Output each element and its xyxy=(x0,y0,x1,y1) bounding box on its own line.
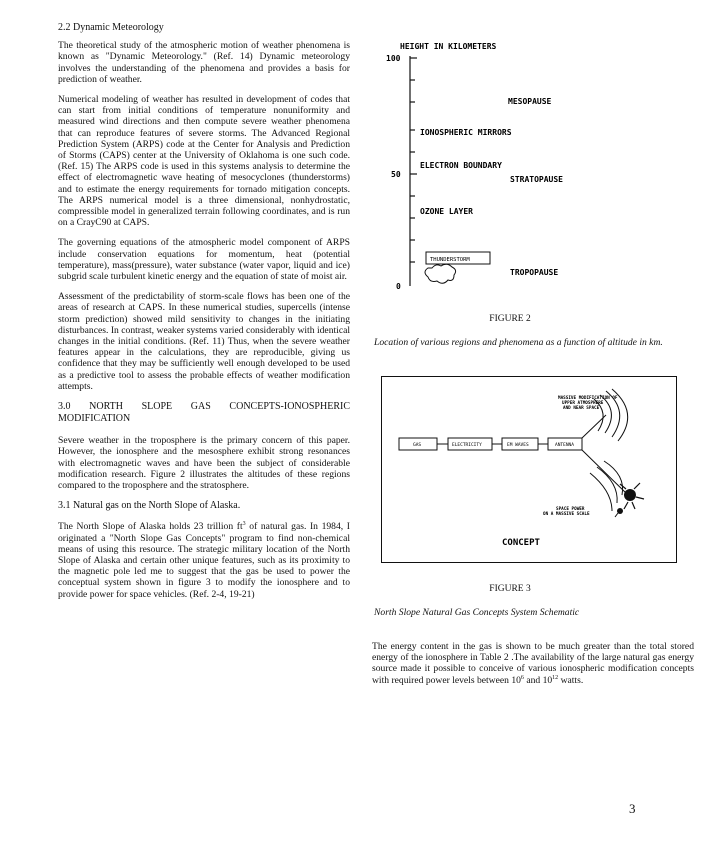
fig2-ozone-layer: OZONE LAYER xyxy=(420,207,473,216)
fig2-tropopause: TROPOPAUSE xyxy=(510,268,559,277)
figure-3-schematic xyxy=(381,376,677,563)
fig2-mesopause: MESOPAUSE xyxy=(508,97,552,106)
fig3-bottom-label-1: SPACE POWER xyxy=(556,507,585,512)
subsection-heading-natural-gas: 3.1 Natural gas on the North Slope of Alaska. xyxy=(58,500,241,512)
fig2-cloud-icon xyxy=(425,264,456,283)
figure-3-label: FIGURE 3 xyxy=(489,584,531,594)
paragraph-energy-text-a: The energy content in the gas is shown to be much greater than the total stored energy of the ionosphere in Table 2 .The availability of the large natural gas energy source made it possible to conceive of various ionospheric modification concepts with required power levels between 10 xyxy=(372,641,694,686)
fig2-tick-100: 100 xyxy=(386,54,401,63)
superscript-cubic: 3 xyxy=(242,521,246,528)
figure-2-label: FIGURE 2 xyxy=(489,314,531,324)
fig2-ionospheric-mirrors: IONOSPHERIC MIRRORS xyxy=(420,128,512,137)
paragraph-north-slope-text-a: The North Slope of Alaska holds 23 trillion ft xyxy=(58,521,243,533)
figure-2-altitude-diagram xyxy=(380,40,680,300)
paragraph-governing-equations: The governing equations of the atmospheric model component of ARPS include conservation equations for momentum, heat (potential temperature), mass(pressure), water substance (water vapor, liquid and ice) subgrid scale turbulent kinetic energy and the equation of state of moist air. xyxy=(58,237,350,283)
superscript-6: 6 xyxy=(520,674,524,681)
paragraph-energy-text-c: watts. xyxy=(558,674,584,686)
fig3-block-antenna-label: ANTENNA xyxy=(555,443,574,448)
fig3-bottom-label-2: ON A MASSIVE SCALE xyxy=(543,512,590,517)
paragraph-predictability: Assessment of the predictability of storm-scale flows has been one of the areas of research at CAPS. In these numerical studies, supercells (intense storm prediction) showed mild sensitivity to changes in the initiating disturbances. In contrast, weaker systems varied considerably with identical changes in the initial conditions. (Ref. 11) Thus, when the severe weather features appear in the calculations, they are reproducible, giving us confidence that they may be sufficiently well enough developed to be used as a predictive tool to assess the probable effects of weather modification attempts. xyxy=(58,291,350,392)
fig3-block-em-waves-label: EM WAVES xyxy=(507,443,529,448)
paragraph-energy-text-b: and 10 xyxy=(523,674,553,686)
paragraph-north-slope-text-b: of natural gas. In 1984, I originated a "North Slope Gas Concepts" program to find non-chemical means of using this resource. The strategic military location of the North Slope of Alaska and certain other unique features, such as its proximity to the magnetic pole led me to suggest that the gas be used to power the conceptual system shown in figure 3 to modify the ionosphere and to provide power for space vehicles. (Ref. 2-4, 19-21) xyxy=(58,521,350,600)
figure-3-caption: North Slope Natural Gas Concepts System Schematic xyxy=(374,607,580,618)
fig3-top-label-3: AND NEAR SPACE xyxy=(563,406,600,411)
fig2-tick-0: 0 xyxy=(396,282,401,291)
fig3-block-gas-label: GAS xyxy=(413,443,422,448)
figure-3-drawing xyxy=(382,377,678,564)
fig3-top-label-1: MASSIVE MODIFICATION OF xyxy=(558,396,618,401)
figure-2-caption: Location of various regions and phenomena as a function of altitude in km. xyxy=(374,337,663,348)
fig3-satellite-icon xyxy=(615,483,644,517)
fig3-radio-waves-down xyxy=(582,450,628,511)
section-heading-dynamic-meteorology: 2.2 Dynamic Meteorology xyxy=(58,22,164,33)
fig2-stratopause: STRATOPAUSE xyxy=(510,175,563,184)
fig3-concept-label: CONCEPT xyxy=(502,538,540,548)
fig3-top-label-2: UPPER ATMOSPHERE xyxy=(562,401,604,406)
paragraph-energy-content xyxy=(372,641,694,686)
paragraph-numerical-modeling: Numerical modeling of weather has resulted in development of codes that can start from initial conditions of temperature nonuniformity and measured wind directions and then compute severe weather phenomena that can reproduce features of severe storms. The Advanced Regional Prediction System (ARPS) code at the Center for Analysis and Prediction of Storms (CAPS) center at the University of Oklahoma is one such code. (Ref. 15) The ARPS code is used in this systems analysis to determine the effect of electromagnetic wave heating of mesocyclones (thunderstorms) and to estimate the energy requirements for tornado mitigation concepts. The ARPS numerical model is a three dimensional, nonhydrostatic, compressible model in generalized terrain following coordinates, and is run on a CrayC90 at CAPS. xyxy=(58,94,350,229)
fig2-axis-title: HEIGHT IN KILOMETERS xyxy=(400,42,497,51)
fig3-block-electricity-label: ELECTRICITY xyxy=(452,443,482,448)
paragraph-dynamic-meteorology: The theoretical study of the atmospheric motion of weather phenomena is known as "Dynamic Meteorology." (Ref. 14) Dynamic meteorology involves the understanding of the phenomena and provides a basis for prediction of weather. xyxy=(58,40,350,85)
page-number: 3 xyxy=(629,801,636,816)
left-column xyxy=(58,22,350,609)
fig2-thunderstorm-label: THUNDERSTORM xyxy=(430,257,470,263)
superscript-12: 12 xyxy=(552,674,559,681)
fig2-tick-marks xyxy=(410,58,417,262)
section-heading-north-slope: 3.0 NORTH SLOPE GAS CONCEPTS-IONOSPHERIC MODIFICATION xyxy=(58,401,350,425)
fig2-tick-50: 50 xyxy=(391,170,401,179)
fig2-electron-boundary: ELECTRON BOUNDARY xyxy=(420,161,502,170)
right-column-text xyxy=(372,641,694,695)
paragraph-north-slope xyxy=(58,521,350,599)
paragraph-severe-weather: Severe weather in the troposphere is the primary concern of this paper. However, the ionosphere and the mesosphere exhibit strong resonances with electromagnetic waves and have been the subject of considerable modification research. Figure 2 illustrates the altitudes of these regions compared to the troposphere and the stratosphere. xyxy=(58,435,350,491)
